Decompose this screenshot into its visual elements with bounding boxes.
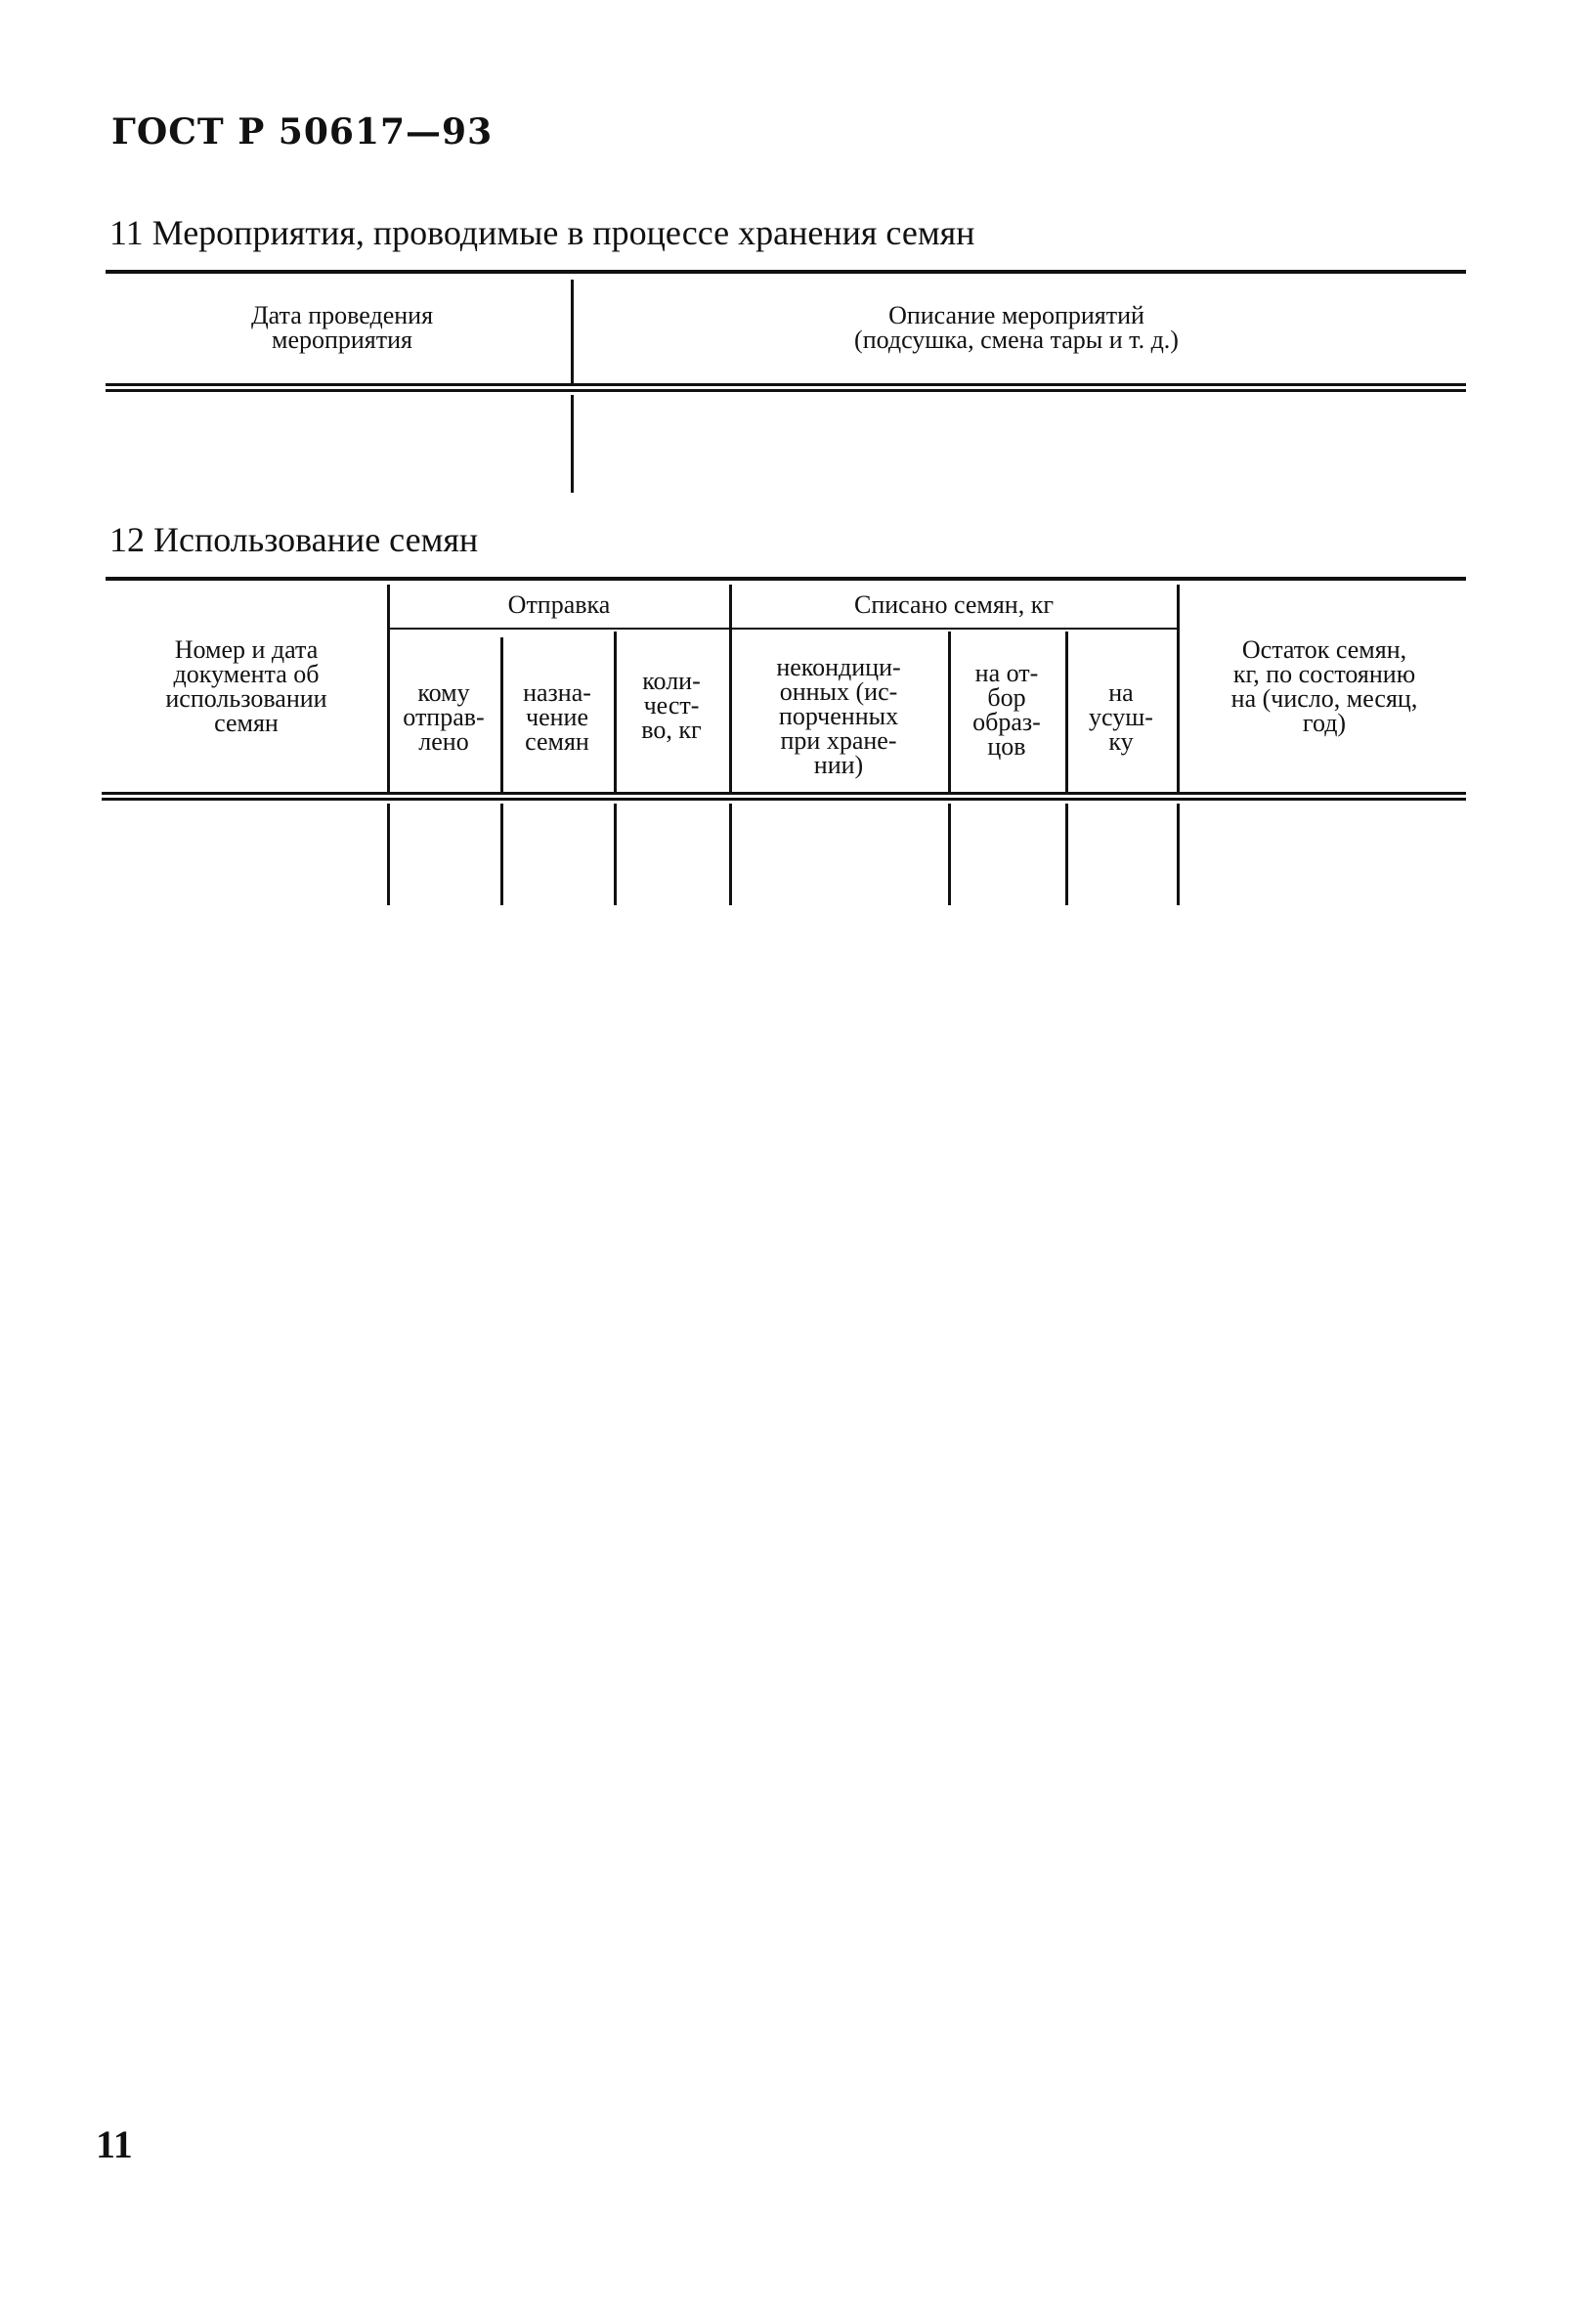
writeoff-group-rule xyxy=(729,628,1177,630)
document-code: ГОСТ Р 50617—93 xyxy=(111,111,494,153)
table-row-cell-substandard xyxy=(732,804,948,905)
table-row-cell-purpose xyxy=(503,804,614,905)
header-double-rule-bottom xyxy=(106,389,1466,392)
column-header-substandard: некондици- онных (ис- порченных при хране- нии) xyxy=(776,653,901,779)
column-header-purpose: назна- чение семян xyxy=(523,678,591,756)
section-12-title: 12 Использование семян xyxy=(109,520,479,559)
column-header-shrinkage: на усуш- ку xyxy=(1089,678,1153,756)
header-double-rule-top xyxy=(102,792,1466,795)
table-row-cell-recipient xyxy=(390,804,500,905)
section-11-title: 11 Мероприятия, проводимые в процессе хранения семян xyxy=(109,213,975,252)
column-header-remainder: Остаток семян, кг, по состоянию на (число, месяц, год) xyxy=(1230,635,1418,737)
table-top-rule xyxy=(106,577,1466,581)
column-divider xyxy=(571,280,574,383)
table-row-cell-sampling xyxy=(951,804,1065,905)
table-row-description-cell xyxy=(575,395,1466,493)
table-row-cell-remainder xyxy=(1180,804,1466,905)
header-double-rule-bottom xyxy=(102,798,1466,801)
header-double-rule-top xyxy=(106,383,1466,386)
column-header-quantity: коли- чест- во, кг xyxy=(641,667,702,744)
group-header-writeoff: Списано семян, кг xyxy=(853,590,1054,619)
column-header-description: Описание мероприятий (подсушка, смена тары и т. д.) xyxy=(854,301,1179,354)
table-row-date-cell xyxy=(106,395,571,493)
table-row-cell-document xyxy=(102,804,387,905)
divider-writeoff-remainder xyxy=(1177,585,1180,792)
column-header-recipient: кому отправ- лено xyxy=(403,678,485,756)
page-number: 11 xyxy=(96,2122,133,2166)
table-row-cell-quantity xyxy=(617,804,729,905)
table-top-rule xyxy=(106,270,1466,274)
group-header-shipment: Отправка xyxy=(507,590,611,619)
table-row-cell-shrinkage xyxy=(1068,804,1177,905)
column-header-date: Дата проведения мероприятия xyxy=(250,301,434,354)
column-header-sampling: на от- бор образ- цов xyxy=(972,659,1041,761)
shipment-group-rule xyxy=(387,628,729,630)
column-header-document: Номер и дата документа об использовании семян xyxy=(165,635,327,737)
body-column-divider xyxy=(571,395,574,493)
